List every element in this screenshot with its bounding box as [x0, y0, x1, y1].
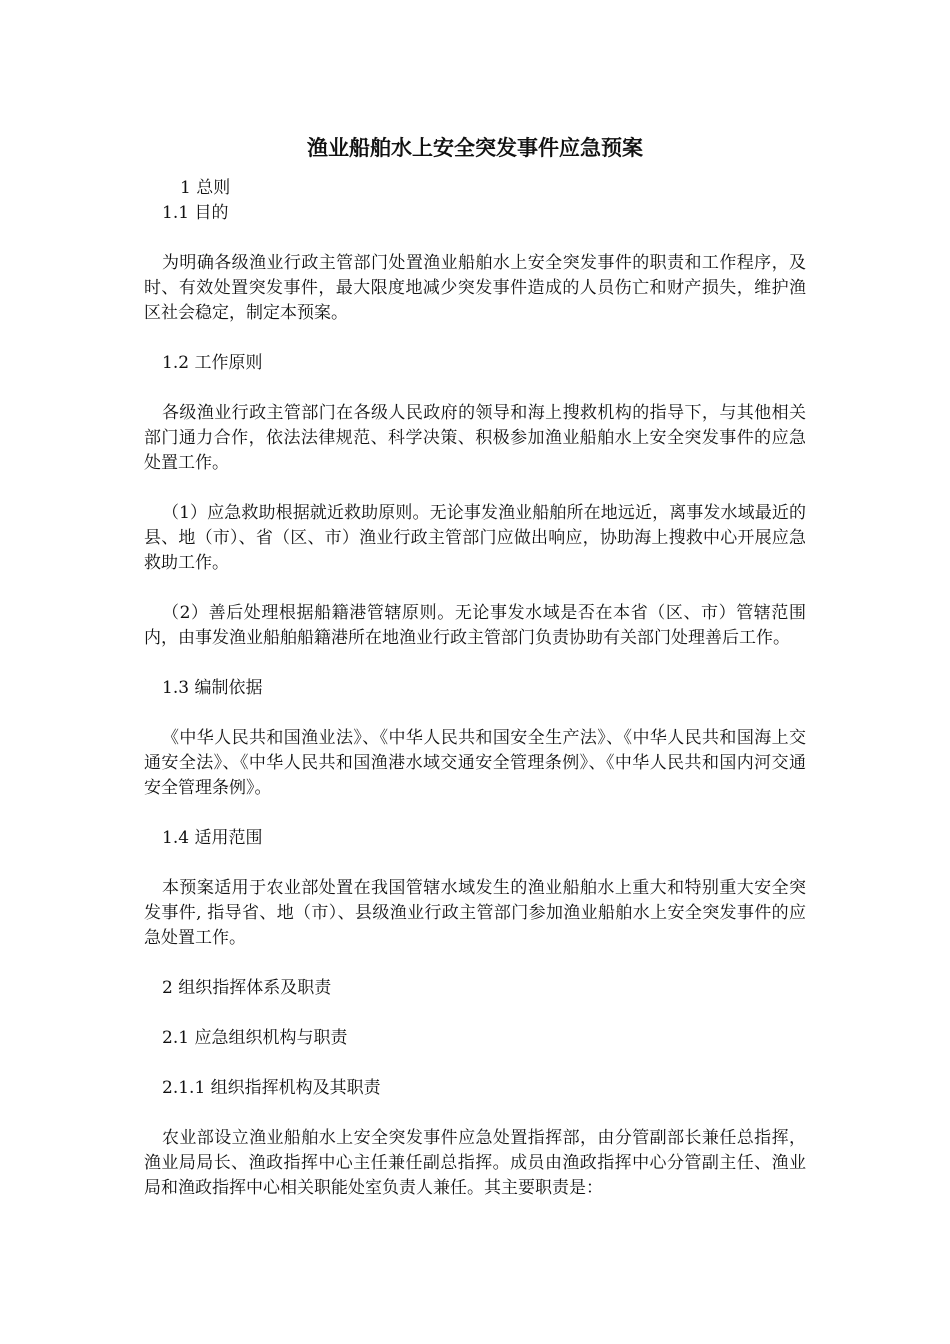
paragraph-principle-aftermath: （2）善后处理根据船籍港管辖原则。无论事发水域是否在本省（区、市）管辖范围内，由事发渔业船舶船籍港所在地渔业行政主管部门负责协助有关部门处理善后工作。 — [144, 603, 806, 648]
paragraph-principles: 各级渔业行政主管部门在各级人民政府的领导和海上搜救机构的指导下，与其他相关部门通力合作，依法法律规范、科学决策、积极参加渔业船舶水上安全突发事件的应急处置工作。 — [144, 403, 806, 473]
section-heading-1: 1 总则 — [180, 178, 231, 198]
paragraph-command-structure: 农业部设立渔业船舶水上安全突发事件应急处置指挥部，由分管副部长兼任总指挥，渔业局局长、渔政指挥中心主任兼任副总指挥。成员由渔政指挥中心分管副主任、渔业局和渔政指挥中心相关职能处室负责人兼任。其主要职责是： — [144, 1128, 806, 1198]
paragraph-purpose: 为明确各级渔业行政主管部门处置渔业船舶水上安全突发事件的职责和工作程序，及时、有效处置突发事件，最大限度地减少突发事件造成的人员伤亡和财产损失，维护渔区社会稳定，制定本预案。 — [144, 253, 806, 323]
paragraph-spacer — [144, 376, 806, 401]
paragraph-spacer — [144, 476, 806, 501]
section-heading-1-3: 1.3 编制依据 — [162, 678, 263, 698]
paragraph-spacer — [144, 1001, 806, 1026]
paragraph-spacer — [144, 1101, 806, 1126]
document-title: 渔业船舶水上安全突发事件应急预案 — [307, 135, 643, 160]
paragraph-spacer — [144, 851, 806, 876]
paragraph-scope: 本预案适用于农业部处置在我国管辖水域发生的渔业船舶水上重大和特别重大安全突发事件, 指导省、地（市）、县级渔业行政主管部门参加渔业船舶水上安全突发事件的应急处置工作。 — [144, 878, 806, 948]
paragraph-legal-basis: 《中华人民共和国渔业法》、《中华人民共和国安全生产法》、《中华人民共和国海上交通安全法》、《中华人民共和国渔港水域交通安全管理条例》、《中华人民共和国内河交通安全管理条例》。 — [144, 728, 806, 798]
paragraph-spacer — [144, 701, 806, 726]
paragraph-principle-rescue: （1）应急救助根据就近救助原则。无论事发渔业船舶所在地远近，离事发水域最近的县、地（市）、省（区、市）渔业行政主管部门应做出响应，协助海上搜救中心开展应急救助工作。 — [144, 503, 806, 573]
section-heading-2-1: 2.1 应急组织机构与职责 — [162, 1028, 348, 1048]
paragraph-spacer — [144, 951, 806, 976]
section-heading-1-2: 1.2 工作原则 — [162, 353, 263, 373]
paragraph-spacer — [144, 576, 806, 601]
section-heading-2-1-1: 2.1.1 组织指挥机构及其职责 — [162, 1078, 381, 1098]
paragraph-spacer — [144, 226, 806, 251]
paragraph-spacer — [144, 801, 806, 826]
paragraph-spacer — [144, 1051, 806, 1076]
section-heading-1-1: 1.1 目的 — [162, 203, 229, 223]
paragraph-spacer — [144, 326, 806, 351]
section-heading-2: 2 组织指挥体系及职责 — [162, 978, 332, 998]
section-heading-1-4: 1.4 适用范围 — [162, 828, 263, 848]
paragraph-spacer — [144, 651, 806, 676]
